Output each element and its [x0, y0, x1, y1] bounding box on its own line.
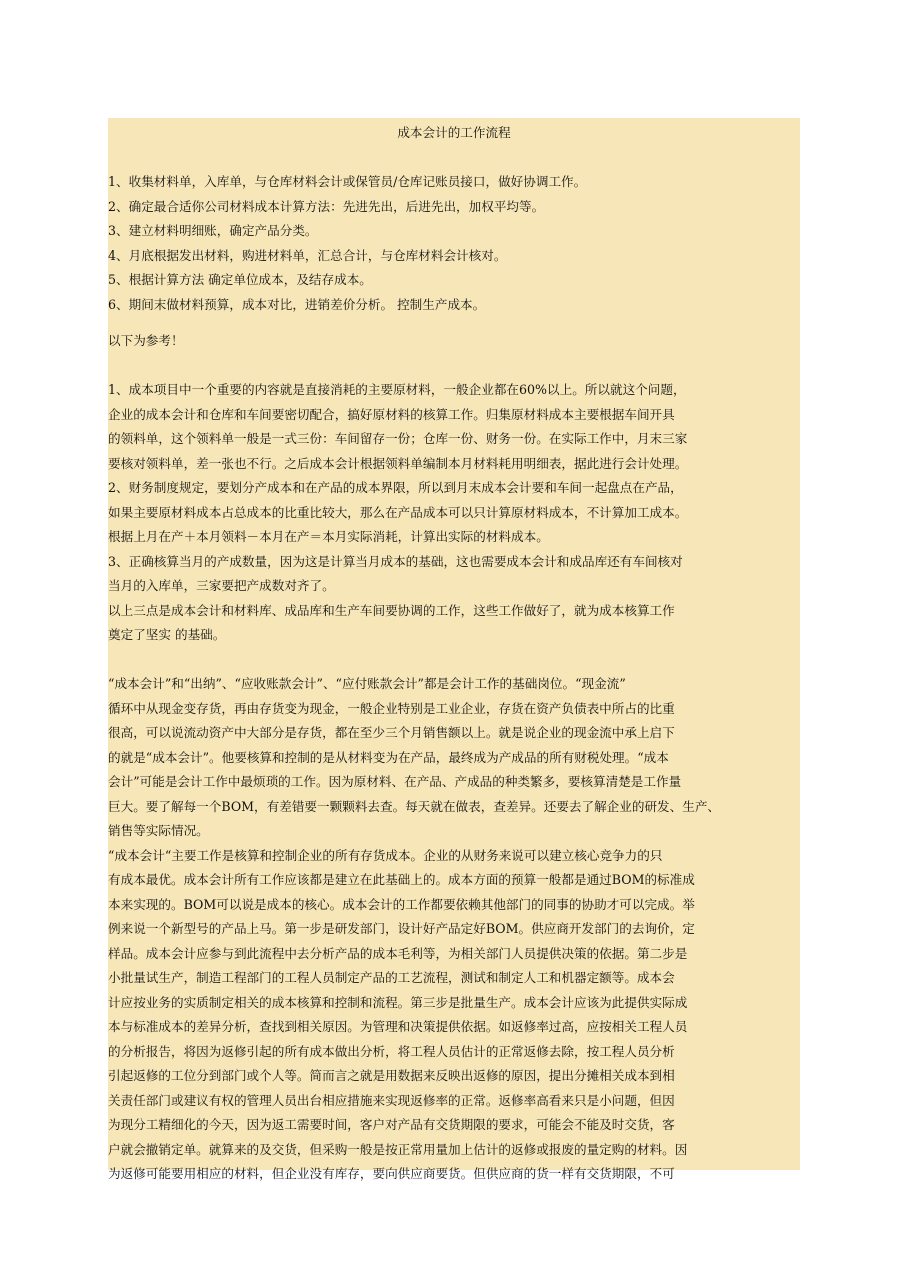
paragraph-line: 根据上月在产＋本月领料－本月在产＝本月实际消耗，计算出实际的材料成本。: [108, 529, 549, 544]
paragraph-line: 1、成本项目中一个重要的内容就是直接消耗的主要原材料，一般企业都在60%以上。所以就这个问题，: [108, 382, 686, 397]
paragraph-line: 关责任部门或建议有权的管理人员出台相应措施来实现返修率的正常。返修率高看来只是小问题，但因: [108, 1092, 675, 1108]
spacer: [108, 317, 800, 329]
paragraph-line: 的分析报告，将因为返修引起的所有成本做出分析，将工程人员估计的正常返修去除，按工程人员分析: [108, 1043, 675, 1059]
paragraph-line: 2、财务制度规定，要划分产成本和在产品的成本界限，所以到月末成本会计要和车间一起盘点在产品，: [108, 480, 683, 495]
paragraph-line: 巨大。要了解每一个BOM，有差错要一颗颗料去查。每天就在做表，查差异。还要去了解企业的研发、生产、: [108, 798, 721, 814]
role-section: [108, 672, 800, 1187]
paragraph-line: 当月的入库单，三家要把产成数对齐了。: [108, 578, 335, 593]
paragraph-line: 企业的成本会计和仓库和车间要密切配合，搞好原材料的核算工作。归集原材料成本主要根据车间开具: [108, 406, 675, 422]
paragraph-line: 本与标准成本的差异分析，查找到相关原因。为管理和决策提供依据。如返修率过高，应按相关工程人员: [108, 1019, 688, 1034]
step-item: 4、月底根据发出材料，购进材料单，汇总合计，与仓库材料会计核对。: [108, 247, 507, 263]
paragraph-line: 以上三点是成本会计和材料库、成品库和生产车间要协调的工作，这些工作做好了，就为成本核算工作: [108, 602, 675, 618]
step-item: 6、期间末做材料预算，成本对比，进销差价分析。 控制生产成本。: [108, 296, 486, 312]
paragraph-line: 会计”可能是会计工作中最烦琐的工作。因为原材料、在产品、产成品的种类繁多，要核算清楚是工作量: [108, 774, 682, 789]
step-item: 3、建立材料明细账，确定产品分类。: [108, 223, 318, 238]
paragraph-line: 奠定了坚实 的基础。: [108, 627, 226, 642]
document-page: [108, 118, 800, 1181]
steps-list: [108, 170, 800, 317]
paragraph-line: 为返修可能要用相应的材料，但企业没有库存，要向供应商要货。但供应商的货一样有交货期限，不可: [108, 1166, 675, 1181]
spacer: [108, 146, 800, 171]
paragraph-line: 户就会撤销定单。就算来的及交货，但采购一般是按正常用量加上估计的返修或报废的量定购的材料。因: [108, 1141, 688, 1157]
paragraph-line: 小批量试生产，制造工程部门的工程人员制定产品的工艺流程，测试和制定人工和机器定额等。成本会: [108, 970, 675, 985]
paragraph-line: 的就是“成本会计”。他要核算和控制的是从材料变为在产品，最终成为产成品的所有财税处理。“成本: [108, 749, 669, 765]
paragraph-line: 有成本最优。成本会计所有工作应该都是建立在此基础上的。成本方面的预算一般都是通过BOM的标准成: [108, 872, 695, 887]
paragraph-line: 计应按业务的实质制定相关的成本核算和控制和流程。第三步是批量生产。成本会计应该为此提供实际成: [108, 994, 688, 1010]
step-item: 1、收集材料单，入库单，与仓库材料会计或保管员/仓库记账员接口，做好协调工作。: [108, 174, 587, 189]
paragraph-line: 样品。成本会计应参与到此流程中去分析产品的成本毛利等，为相关部门人员提供决策的依据。第二步是: [108, 945, 688, 961]
reference-section: [108, 378, 800, 648]
paragraph-line: “成本会计”和“出纳”、“应收账款会计”、“应付账款会计”都是会计工作的基础岗位。“现金流”: [108, 676, 626, 691]
paragraph-line: 循环中从现金变存货，再由存货变为现金，一般企业特别是工业企业，存货在资产负债表中所占的比重: [108, 700, 675, 716]
paragraph-line: 为现分工精细化的今天，因为返工需要时间，客户对产品有交货期限的要求，可能会不能及时交货，客: [108, 1117, 675, 1132]
paragraph-line: 例来说一个新型号的产品上马。第一步是研发部门，设计好产品定好BOM。供应商开发部门的去询价，定: [108, 921, 695, 936]
paragraph-line: 要核对领料单，差一张也不行。之后成本会计根据领料单编制本月材料耗用明细表，据此进行会计处理。: [108, 455, 688, 471]
document-title: 成本会计的工作流程: [397, 125, 511, 140]
paragraph-line: 的领料单，这个领料单一般是一式三份：车间留存一份；仓库一份、财务一份。在实际工作中，月末三家: [108, 431, 688, 446]
step-item: 5、根据计算方法 确定单位成本，及结存成本。: [108, 272, 372, 287]
paragraph-line: “成本会计“主要工作是核算和控制企业的所有存货成本。企业的从财务来说可以建立核心竞争力的只: [108, 847, 663, 863]
paragraph-line: 引起返修的工位分到部门或个人等。简而言之就是用数据来反映出返修的原因，提出分摊相关成本到相: [108, 1068, 675, 1083]
reference-heading: 以下为参考！: [108, 333, 184, 348]
paragraph-line: 本来实现的。BOM可以说是成本的核心。成本会计的工作都要依赖其他部门的同事的协助才可以完成。举: [108, 896, 695, 912]
paragraph-line: 销售等实际情况。: [108, 823, 209, 838]
step-item: 2、确定最合适你公司材料成本计算方法：先进先出，后进先出，加权平均等。: [108, 198, 545, 214]
spacer: [108, 648, 800, 673]
paragraph-line: 很高，可以说流动资产中大部分是存货，都在至少三个月销售额以上。就是说企业的现金流中承上启下: [108, 725, 675, 740]
spacer: [108, 354, 800, 379]
paragraph-line: 如果主要原材料成本占总成本的比重比较大，那么在产品成本可以只计算原材料成本，不计算加工成本。: [108, 504, 688, 520]
paragraph-line: 3、正确核算当月的产成数量，因为这是计算当月成本的基础，这也需要成本会计和成品库还有车间核对: [108, 553, 683, 569]
